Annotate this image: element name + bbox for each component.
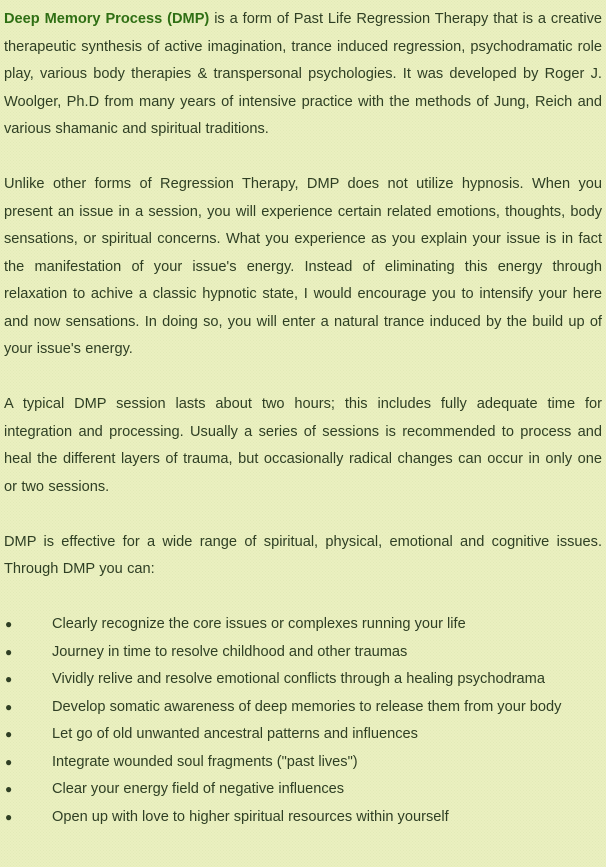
list-item [4,749,602,777]
list-item [4,776,602,804]
bullet-icon: ● [5,672,13,686]
bullet-icon: ● [5,754,13,769]
list-item-text: Let go of old unwanted ancestral patterns and influences [52,726,418,742]
list-item-text: Journey in time to resolve childhood and other traumas [52,643,408,660]
bullet-icon: ● [5,617,13,631]
list-item-text: Develop somatic awareness of deep memories to release them from your body [52,698,562,715]
hypnosis-paragraph: Unlike other forms of Regression Therapy, DMP does not utilize hypnosis. When you present an issue in a session, you will experience certain related emotions, thoughts, body sensations, or spiritual concerns. What you experience as you explain your issue is in fact the manifestation of your issue's energy. Instead of eliminating this energy through relaxation to achive a classic hypnotic state, I would encourage you to intensify your here and now sensations. In doing so, you will enter a natural trance induced by the build up of your issue's energy. [4,176,602,357]
dmp-lead-term: Deep Memory Process (DMP) [4,11,210,27]
bullet-icon: ● [5,782,13,796]
list-item-text: Open up with love to higher spiritual resources within yourself [52,808,449,825]
list-item [4,694,602,722]
list-item-text: Integrate wounded soul fragments ("past lives") [52,753,358,770]
list-item-text: Clear your energy field of negative influences [52,781,345,797]
list-item [4,611,602,639]
session-paragraph: A typical DMP session lasts about two hours; this includes fully adequate time for integration and processing. Usually a series of sessions is recommended to process and heal the different layers of trauma, but occasionally radical changes can occur in only one or two sessions. [4,396,602,495]
bullet-icon: ● [5,699,13,714]
bullet-icon: ● [5,727,13,741]
list-item [4,666,602,694]
dmp-article [4,6,602,831]
intro-paragraph [4,6,602,144]
list-item-text: Vividly relive and resolve emotional conflicts through a healing psychodrama [52,671,545,687]
bullet-icon: ● [5,644,13,659]
list-item [4,721,602,749]
list-item [4,804,602,832]
list-item [4,639,602,667]
bullet-icon: ● [5,809,13,824]
effectiveness-paragraph: DMP is effective for a wide range of spiritual, physical, emotional and cognitive issues. Through DMP you can: [4,533,602,577]
list-item-text: Clearly recognize the core issues or complexes running your life [52,616,466,632]
intro-text: is a form of Past Life Regression Therapy that is a creative therapeutic synthesis of active imagination, trance induced regression, psychodramatic role play, various body therapies & transpersonal psychologies. It was developed by Roger J. Woolger, Ph.D from many years of intensive practice with the methods of Jung, Reich and various shamanic and spiritual traditions. [4,11,603,137]
benefits-list [4,611,602,831]
